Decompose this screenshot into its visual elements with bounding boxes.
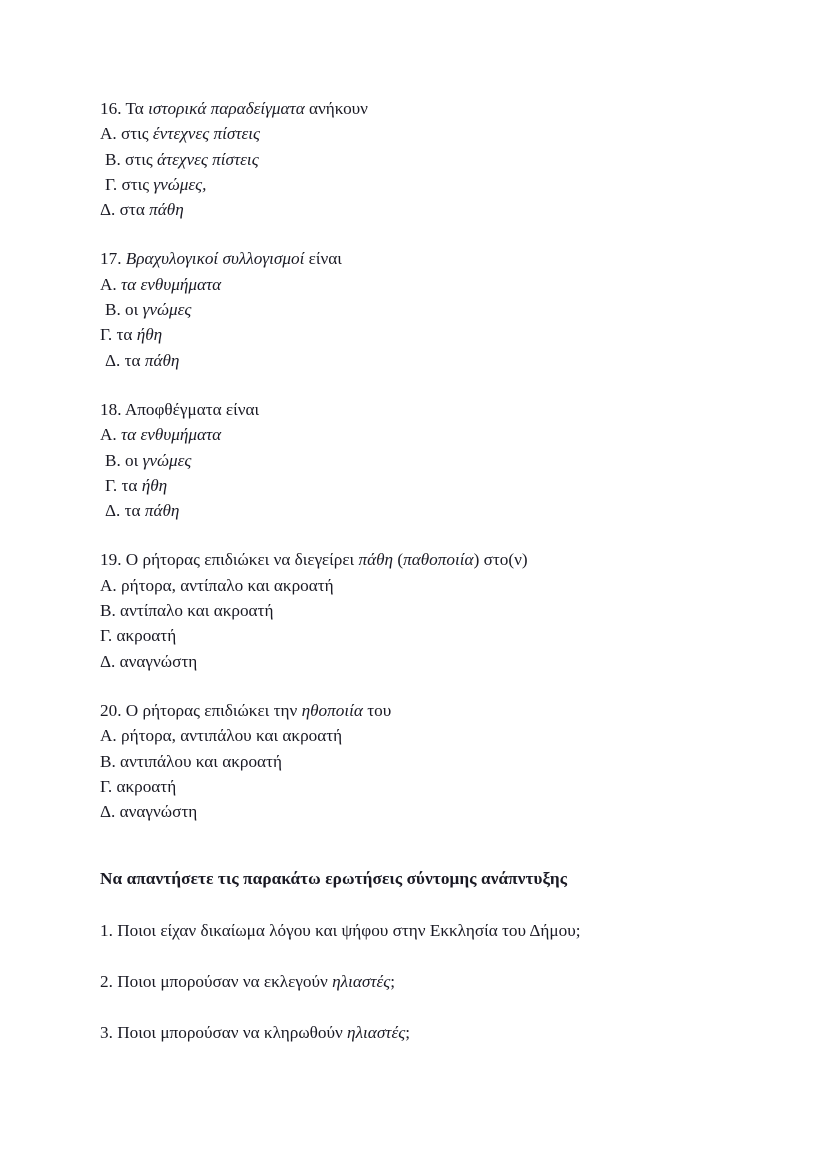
- emphasis-run: γνώμες: [142, 450, 192, 470]
- question-block: [100, 547, 728, 673]
- question-spacer: [100, 994, 728, 1020]
- text-run: 1. Ποιοι είχαν δικαίωμα λόγου και ψήφου στην Εκκλησία του Δήμου;: [100, 920, 581, 940]
- emphasis-run: Βραχυλογικοί συλλογισμοί: [125, 249, 305, 269]
- answer-option[interactable]: [100, 172, 728, 197]
- section-spacer: [100, 824, 728, 866]
- text-run: Γ. ακροατή: [100, 626, 177, 646]
- answer-option[interactable]: [100, 147, 728, 172]
- emphasis-run: τα ενθυμήματα: [121, 274, 222, 294]
- text-run: Γ. ακροατή: [100, 776, 177, 796]
- emphasis-run: πάθη: [358, 550, 394, 570]
- text-run: Β. οι: [105, 300, 143, 320]
- emphasis-run: έντεχνες πίστεις: [152, 124, 261, 144]
- text-run: 3. Ποιοι μπορούσαν να κληρωθούν: [100, 1023, 348, 1043]
- text-run: ;: [405, 1023, 410, 1043]
- emphasis-run: παθοποιία: [403, 550, 474, 570]
- text-run: Δ. αναγνώστη: [100, 651, 198, 671]
- text-run: ανήκουν: [304, 99, 368, 118]
- text-run: Β. στις: [105, 149, 157, 169]
- multiple-choice-section: [100, 96, 728, 824]
- document-body: [100, 96, 728, 1046]
- answer-option[interactable]: [100, 322, 728, 347]
- text-run: 2. Ποιοι μπορούσαν να εκλεγούν: [100, 972, 333, 992]
- answer-option[interactable]: [100, 573, 728, 598]
- text-run: 17.: [100, 249, 126, 269]
- text-run: είναι: [304, 249, 342, 269]
- emphasis-run: τα ενθυμήματα: [121, 425, 222, 445]
- question-stem: [100, 96, 728, 121]
- short-answer-question: [100, 918, 728, 943]
- short-answer-section: [100, 918, 728, 1046]
- question-stem: [100, 397, 728, 422]
- text-run: του: [362, 700, 392, 720]
- text-run: Α. ρήτορα, αντιπάλου και ακροατή: [100, 726, 343, 746]
- text-run: (: [393, 550, 404, 570]
- text-run: 18. Αποφθέγματα είναι: [100, 399, 260, 419]
- answer-option[interactable]: [100, 723, 728, 748]
- emphasis-run: άτεχνες πίστεις: [156, 149, 259, 169]
- text-run: 20. Ο ρήτορας επιδιώκει την: [100, 700, 302, 720]
- text-run: Α. ρήτορα, αντίπαλο και ακροατή: [100, 575, 334, 595]
- text-run: ) στο(ν): [473, 550, 528, 570]
- emphasis-run: πάθη: [144, 350, 180, 370]
- answer-option[interactable]: [100, 348, 728, 373]
- emphasis-run: ηθοποιία: [301, 700, 363, 720]
- answer-option[interactable]: [100, 197, 728, 222]
- text-run: ;: [390, 972, 396, 992]
- answer-option[interactable]: [100, 272, 728, 297]
- question-block: [100, 397, 728, 523]
- emphasis-run: ήθη: [141, 475, 168, 495]
- text-run: Α. στις: [100, 124, 153, 144]
- text-run: Δ. αναγνώστη: [100, 802, 198, 822]
- answer-option[interactable]: [100, 623, 728, 648]
- question-block: [100, 96, 728, 222]
- text-run: Δ. τα: [105, 501, 145, 521]
- short-answer-question: [100, 969, 728, 994]
- question-stem: [100, 698, 728, 723]
- text-run: Δ. τα: [105, 350, 145, 370]
- answer-option[interactable]: [100, 749, 728, 774]
- text-run: Β. αντίπαλο και ακροατή: [100, 601, 274, 621]
- question-block: [100, 246, 728, 372]
- answer-option[interactable]: [100, 297, 728, 322]
- answer-option[interactable]: [100, 498, 728, 523]
- emphasis-run: γνώμες: [142, 300, 192, 320]
- emphasis-run: ήθη: [136, 325, 163, 345]
- text-run: Γ. τα: [105, 475, 142, 495]
- heading-spacer: [100, 892, 728, 918]
- text-run: Β. αντιπάλου και ακροατή: [100, 751, 282, 771]
- text-run: Γ. τα: [100, 325, 137, 345]
- short-answer-heading: Να απαντήσετε τις παρακάτω ερωτήσεις σύντομης ανάπντυξης: [100, 869, 568, 889]
- answer-option[interactable]: [100, 774, 728, 799]
- emphasis-run: γνώμες,: [153, 174, 207, 194]
- text-run: Α.: [100, 274, 122, 294]
- emphasis-run: πάθη: [144, 501, 180, 521]
- emphasis-run: ηλιαστές: [332, 972, 391, 992]
- text-run: Γ. στις: [105, 174, 154, 194]
- answer-option[interactable]: [100, 799, 728, 824]
- question-stem: [100, 246, 728, 271]
- text-run: 19. Ο ρήτορας επιδιώκει να διεγείρει: [100, 550, 359, 570]
- answer-option[interactable]: [100, 473, 728, 498]
- short-answer-question: [100, 1020, 728, 1045]
- text-run: Β. οι: [105, 450, 143, 470]
- answer-option[interactable]: [100, 649, 728, 674]
- answer-option[interactable]: [100, 598, 728, 623]
- text-run: Δ. στα: [100, 200, 150, 220]
- text-run: Α.: [100, 425, 122, 445]
- answer-option[interactable]: [100, 448, 728, 473]
- question-block: [100, 698, 728, 824]
- emphasis-run: ιστορικά παραδείγματα: [148, 99, 305, 118]
- answer-option[interactable]: [100, 121, 728, 146]
- answer-option[interactable]: [100, 422, 728, 447]
- emphasis-run: πάθη: [149, 200, 184, 220]
- question-stem: [100, 547, 728, 572]
- text-run: 16. Τα: [100, 99, 149, 118]
- emphasis-run: ηλιαστές: [347, 1023, 406, 1043]
- question-spacer: [100, 943, 728, 969]
